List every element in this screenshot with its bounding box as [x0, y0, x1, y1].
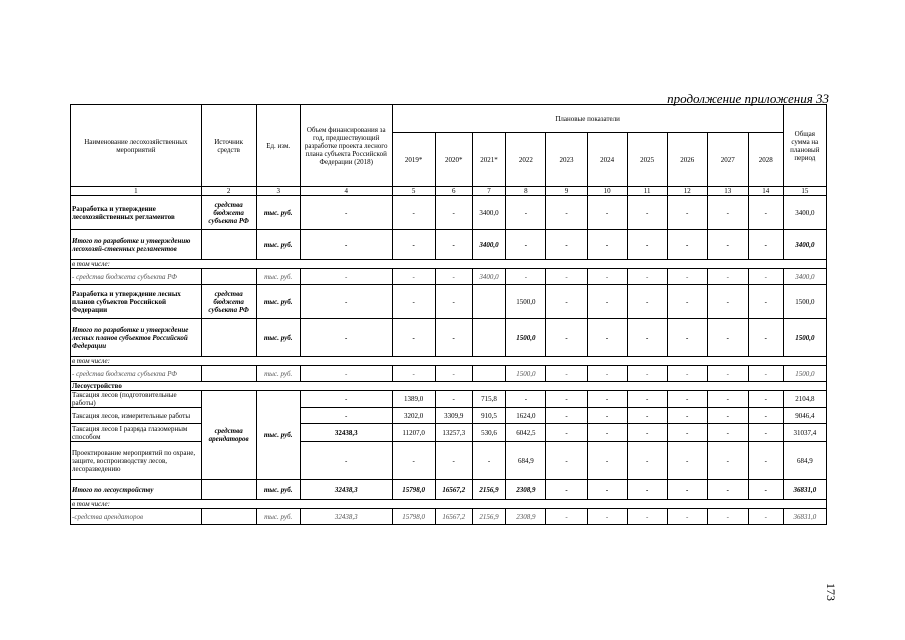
- row-value: -: [627, 391, 667, 408]
- table-row: [71, 391, 827, 408]
- row-value: -: [587, 319, 627, 357]
- page-number: 173: [824, 583, 838, 601]
- header-year: 2022: [506, 133, 546, 187]
- row-volume: -: [300, 319, 392, 357]
- row-value: -: [707, 319, 748, 357]
- row-volume: -: [300, 196, 392, 230]
- row-unit: тыс. руб.: [256, 509, 300, 525]
- row-name: Таксация лесов (подготовительные работы): [71, 391, 202, 408]
- table-row: [71, 285, 827, 319]
- row-value: -: [748, 319, 783, 357]
- row-name: Итого по разработке и утверждению лесохозяй-ственных регламентов: [71, 230, 202, 260]
- row-value: -: [435, 285, 472, 319]
- row-value: -: [627, 480, 667, 500]
- row-value: -: [546, 269, 587, 285]
- row-value: -: [667, 509, 707, 525]
- row-value: -: [667, 391, 707, 408]
- row-unit: тыс. руб.: [256, 480, 300, 500]
- row-value: 530,6: [472, 424, 506, 442]
- row-value: -: [667, 424, 707, 442]
- row-value: -: [707, 480, 748, 500]
- column-number: 9: [546, 187, 587, 196]
- column-number: 10: [587, 187, 627, 196]
- row-volume: -: [300, 366, 392, 382]
- row-value: -: [667, 319, 707, 357]
- row-value: [472, 366, 506, 382]
- row-volume: -: [300, 391, 392, 408]
- row-unit: тыс. руб.: [256, 285, 300, 319]
- table-row: [71, 230, 827, 260]
- row-value: -: [707, 408, 748, 424]
- header-year: 2025: [627, 133, 667, 187]
- table-row: [71, 196, 827, 230]
- row-value: 3309,9: [435, 408, 472, 424]
- row-value: -: [587, 269, 627, 285]
- row-name: -средства арендаторов: [71, 509, 202, 525]
- header-year: 2023: [546, 133, 587, 187]
- row-name: Разработка и утверждение лесных планов субъектов Российской Федерации: [71, 285, 202, 319]
- row-unit: тыс. руб.: [256, 269, 300, 285]
- table-row: [71, 319, 827, 357]
- row-value: 1389,0: [392, 391, 435, 408]
- row-value: -: [707, 391, 748, 408]
- row-value: -: [667, 269, 707, 285]
- row-value: -: [707, 269, 748, 285]
- row-source: средства арендаторов: [201, 391, 256, 480]
- header-year: 2021*: [472, 133, 506, 187]
- header-year: 2027: [707, 133, 748, 187]
- row-value: -: [627, 442, 667, 480]
- table-row: [71, 366, 827, 382]
- row-volume: 32438,3: [300, 509, 392, 525]
- column-number: 15: [783, 187, 826, 196]
- row-name: Итого по лесоустройству: [71, 480, 202, 500]
- row-value: 1500,0: [506, 285, 546, 319]
- row-value: -: [587, 408, 627, 424]
- row-value: -: [627, 366, 667, 382]
- header-volume: Объем финансирования за год, предшествующий разработке проекта лесного плана субъекта Российской Федерации (2018): [300, 105, 392, 187]
- row-value: 2156,9: [472, 480, 506, 500]
- row-name: Таксация лесов, измерительные работы: [71, 408, 202, 424]
- note-label: в том числе:: [71, 500, 827, 509]
- column-number: 2: [201, 187, 256, 196]
- row-value: -: [748, 391, 783, 408]
- row-total: 3400,0: [783, 269, 826, 285]
- plan-table: [70, 104, 827, 525]
- row-volume: -: [300, 442, 392, 480]
- row-unit: тыс. руб.: [256, 366, 300, 382]
- row-value: -: [587, 230, 627, 260]
- appendix-caption: продолжение приложения 33: [667, 91, 829, 106]
- row-value: -: [627, 269, 667, 285]
- table-row: [71, 260, 827, 269]
- column-number: 13: [707, 187, 748, 196]
- header-unit: Ед. изм.: [256, 105, 300, 187]
- row-value: -: [546, 408, 587, 424]
- row-name: - средства бюджета субъекта РФ: [71, 366, 202, 382]
- row-value: -: [748, 442, 783, 480]
- row-total: 36831,0: [783, 509, 826, 525]
- column-number: 4: [300, 187, 392, 196]
- row-value: -: [435, 269, 472, 285]
- header-year: 2028: [748, 133, 783, 187]
- column-number: 3: [256, 187, 300, 196]
- row-source: [201, 319, 256, 357]
- row-total: 684,9: [783, 442, 826, 480]
- row-value: -: [435, 366, 472, 382]
- row-value: -: [546, 366, 587, 382]
- row-value: [472, 319, 506, 357]
- row-value: 715,8: [472, 391, 506, 408]
- row-total: 9046,4: [783, 408, 826, 424]
- table-row: [71, 269, 827, 285]
- row-total: 31037,4: [783, 424, 826, 442]
- row-value: 11207,0: [392, 424, 435, 442]
- row-unit: тыс. руб.: [256, 319, 300, 357]
- row-volume: -: [300, 269, 392, 285]
- row-value: 2308,9: [506, 480, 546, 500]
- row-value: 15798,0: [392, 509, 435, 525]
- row-value: -: [546, 196, 587, 230]
- row-value: -: [392, 230, 435, 260]
- row-value: -: [392, 269, 435, 285]
- header-year: 2024: [587, 133, 627, 187]
- row-value: -: [506, 230, 546, 260]
- row-source: [201, 509, 256, 525]
- row-value: -: [546, 509, 587, 525]
- row-source: [201, 269, 256, 285]
- row-value: -: [587, 391, 627, 408]
- column-number: 1: [71, 187, 202, 196]
- row-value: -: [435, 319, 472, 357]
- note-label: в том числе:: [71, 357, 827, 366]
- row-value: -: [392, 285, 435, 319]
- row-source: [201, 480, 256, 500]
- row-value: -: [667, 196, 707, 230]
- row-value: -: [392, 366, 435, 382]
- row-value: -: [748, 269, 783, 285]
- row-unit: тыс. руб.: [256, 230, 300, 260]
- row-value: -: [587, 196, 627, 230]
- row-volume: -: [300, 408, 392, 424]
- row-total: 1500,0: [783, 366, 826, 382]
- row-value: -: [627, 408, 667, 424]
- row-unit: тыс. руб.: [256, 391, 300, 480]
- header-name: Наименование лесохозяйственных мероприятий: [71, 105, 202, 187]
- column-number: 14: [748, 187, 783, 196]
- row-value: -: [546, 480, 587, 500]
- table-row: [71, 408, 827, 424]
- row-total: 2104,8: [783, 391, 826, 408]
- row-value: -: [748, 408, 783, 424]
- row-value: -: [627, 509, 667, 525]
- row-value: -: [392, 319, 435, 357]
- row-total: 36831,0: [783, 480, 826, 500]
- row-value: -: [748, 424, 783, 442]
- column-number: 11: [627, 187, 667, 196]
- row-source: [201, 230, 256, 260]
- row-value: -: [546, 230, 587, 260]
- row-volume: 32438,3: [300, 424, 392, 442]
- row-value: 684,9: [506, 442, 546, 480]
- row-name: Итого по разработке и утверждение лесных планов субъектов Российской Федерации: [71, 319, 202, 357]
- row-value: -: [587, 480, 627, 500]
- row-value: 3400,0: [472, 230, 506, 260]
- row-value: -: [707, 509, 748, 525]
- row-value: -: [435, 442, 472, 480]
- row-value: -: [748, 366, 783, 382]
- row-value: -: [435, 391, 472, 408]
- row-value: -: [546, 285, 587, 319]
- row-value: 2156,9: [472, 509, 506, 525]
- row-value: -: [667, 230, 707, 260]
- row-value: -: [587, 285, 627, 319]
- row-value: -: [748, 480, 783, 500]
- row-value: -: [546, 442, 587, 480]
- row-value: 13257,3: [435, 424, 472, 442]
- row-value: -: [667, 442, 707, 480]
- row-value: -: [627, 424, 667, 442]
- row-value: -: [748, 509, 783, 525]
- row-value: -: [627, 285, 667, 319]
- column-number: 8: [506, 187, 546, 196]
- row-source: средства бюджета субъекта РФ: [201, 196, 256, 230]
- column-number: 6: [435, 187, 472, 196]
- row-name: Таксация лесов I разряда глазомерным способом: [71, 424, 202, 442]
- row-value: 1500,0: [506, 319, 546, 357]
- row-value: -: [587, 366, 627, 382]
- row-total: 3400,0: [783, 196, 826, 230]
- row-value: 3202,0: [392, 408, 435, 424]
- table-row: [71, 442, 827, 480]
- header-total: Общая сумма на плановый период: [783, 105, 826, 187]
- row-value: -: [472, 442, 506, 480]
- row-value: 6042,5: [506, 424, 546, 442]
- row-value: 3400,0: [472, 196, 506, 230]
- row-value: -: [506, 196, 546, 230]
- row-value: -: [506, 269, 546, 285]
- row-value: -: [627, 230, 667, 260]
- row-value: -: [587, 424, 627, 442]
- row-value: -: [707, 285, 748, 319]
- row-value: -: [707, 196, 748, 230]
- row-total: 1500,0: [783, 319, 826, 357]
- column-number: 5: [392, 187, 435, 196]
- row-value: -: [667, 480, 707, 500]
- row-value: 16567,2: [435, 480, 472, 500]
- row-value: -: [587, 509, 627, 525]
- row-value: -: [748, 285, 783, 319]
- row-source: средства бюджета субъекта РФ: [201, 285, 256, 319]
- header-year: 2019*: [392, 133, 435, 187]
- column-number: 12: [667, 187, 707, 196]
- row-total: 3400,0: [783, 230, 826, 260]
- header-source: Источник средств: [201, 105, 256, 187]
- header-year: 2026: [667, 133, 707, 187]
- row-value: 2308,9: [506, 509, 546, 525]
- table-row: [71, 480, 827, 500]
- row-value: -: [748, 196, 783, 230]
- row-value: -: [707, 230, 748, 260]
- row-value: 910,5: [472, 408, 506, 424]
- row-source: [201, 366, 256, 382]
- row-value: -: [627, 196, 667, 230]
- row-value: 15798,0: [392, 480, 435, 500]
- row-value: -: [627, 319, 667, 357]
- row-value: -: [587, 442, 627, 480]
- row-value: -: [667, 285, 707, 319]
- table-row: [71, 500, 827, 509]
- row-name: - средства бюджета субъекта РФ: [71, 269, 202, 285]
- row-value: -: [435, 230, 472, 260]
- row-value: 3400,0: [472, 269, 506, 285]
- row-volume: 32438,3: [300, 480, 392, 500]
- row-value: -: [748, 230, 783, 260]
- row-value: -: [435, 196, 472, 230]
- row-unit: тыс. руб.: [256, 196, 300, 230]
- row-volume: -: [300, 230, 392, 260]
- row-value: 1624,0: [506, 408, 546, 424]
- row-value: 16567,2: [435, 509, 472, 525]
- header-planned: Плановые показатели: [392, 105, 783, 133]
- table-row: [71, 357, 827, 366]
- row-name: Проектирование мероприятий по охране, защите, воспроизводству лесов, лесоразведению: [71, 442, 202, 480]
- row-value: -: [546, 424, 587, 442]
- header-year: 2020*: [435, 133, 472, 187]
- row-value: 1500,0: [506, 366, 546, 382]
- row-value: -: [707, 366, 748, 382]
- row-value: [472, 285, 506, 319]
- row-value: -: [546, 319, 587, 357]
- row-value: -: [392, 442, 435, 480]
- row-value: -: [707, 424, 748, 442]
- row-value: -: [667, 366, 707, 382]
- row-volume: -: [300, 285, 392, 319]
- row-name: Разработка и утверждение лесохозяйственных регламентов: [71, 196, 202, 230]
- note-label: в том числе:: [71, 260, 827, 269]
- column-number: 7: [472, 187, 506, 196]
- section-title: Лесоустройство: [71, 382, 827, 391]
- table-row: [71, 509, 827, 525]
- row-value: -: [707, 442, 748, 480]
- row-value: -: [546, 391, 587, 408]
- table-row: [71, 424, 827, 442]
- row-value: -: [392, 196, 435, 230]
- table-row: [71, 382, 827, 391]
- row-value: -: [506, 391, 546, 408]
- row-value: -: [667, 408, 707, 424]
- row-total: 1500,0: [783, 285, 826, 319]
